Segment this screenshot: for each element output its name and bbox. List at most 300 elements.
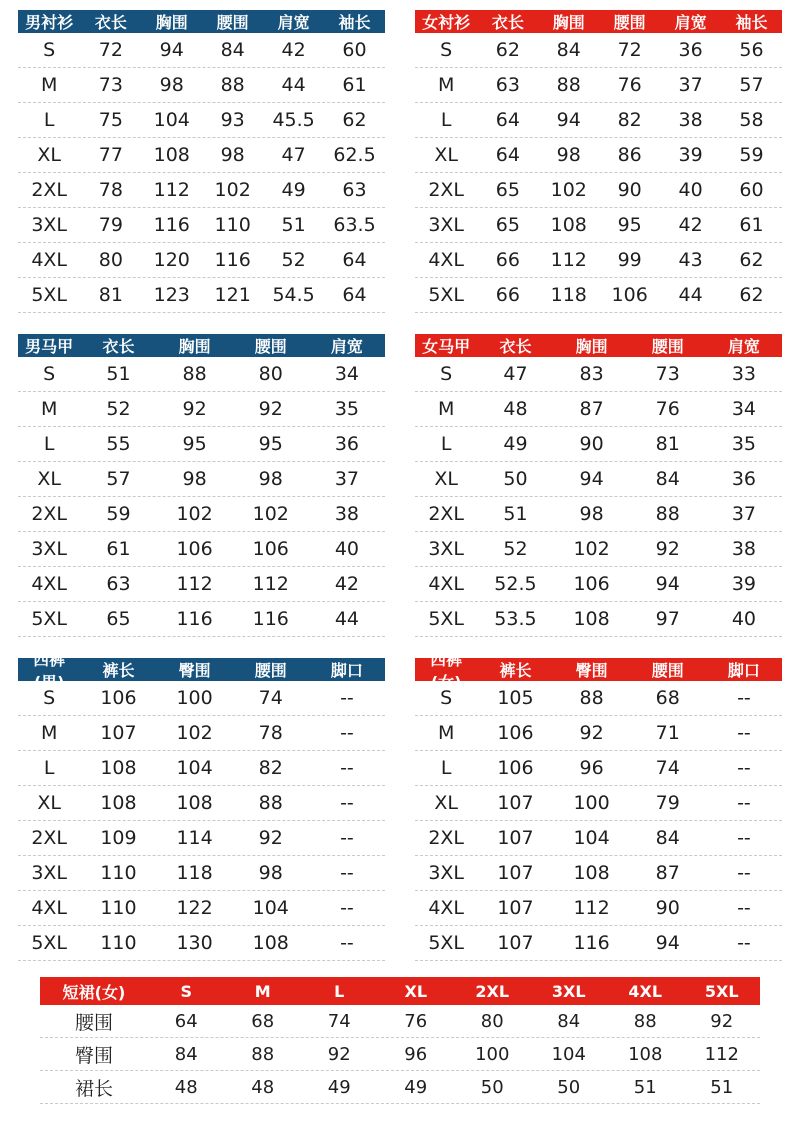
value-cell: 78 [258,722,283,744]
value-cell: 94 [655,932,680,954]
value-cell: 52 [503,538,528,560]
table-row [415,497,782,532]
value-cell: 53.5 [494,608,537,630]
value-cell: 59 [739,144,764,166]
value-cell: 102 [214,179,251,201]
size-label: 3XL [428,862,465,884]
table-row [18,497,385,532]
value-cell: 110 [100,932,137,954]
value-cell: 106 [497,757,534,779]
value-cell: 102 [176,503,213,525]
value-cell: 68 [251,1010,275,1032]
value-cell: 64 [342,249,367,271]
table-women-trousers [415,649,782,961]
value-cell: 84 [220,39,245,61]
column-header: 肩宽 [330,337,363,356]
value-cell: 42 [678,214,703,236]
value-cell: 35 [334,398,360,420]
value-cell: 38 [731,538,757,560]
value-cell: 50 [557,1076,581,1098]
value-cell: 106 [100,687,137,709]
value-cell: 64 [495,109,520,131]
value-cell: 73 [98,74,123,96]
column-header: 肩宽 [674,13,707,32]
value-cell: 92 [655,538,680,560]
table-row [18,462,385,497]
column-header: 裤长 [499,661,532,680]
value-cell: 123 [153,284,190,306]
value-cell: -- [737,897,751,919]
value-cell: 90 [579,433,604,455]
column-header: 衣长 [102,337,135,356]
table-men-trousers [18,649,385,961]
value-cell: 122 [176,897,213,919]
value-cell: 107 [100,722,137,744]
value-cell: 100 [176,687,213,709]
skirt-table-wrap [18,977,782,1104]
table-row [415,278,782,313]
value-cell: 121 [214,284,251,306]
value-cell: 37 [678,74,703,96]
column-header: 脚口 [727,661,760,680]
value-cell: 98 [258,468,283,490]
table-row [415,716,782,751]
value-cell: 98 [556,144,581,166]
value-cell: 47 [503,363,528,385]
column-header: M [254,981,271,1001]
value-cell: 92 [258,827,283,849]
value-cell: 86 [617,144,642,166]
value-cell: 112 [153,179,190,201]
table-women-shirt [415,10,782,313]
size-label: 5XL [31,284,68,306]
value-cell: 108 [153,144,190,166]
size-label: 3XL [31,862,68,884]
value-cell: 36 [678,39,703,61]
value-cell: 60 [342,39,367,61]
value-cell: 60 [739,179,764,201]
value-cell: -- [737,792,751,814]
value-cell: 55 [106,433,131,455]
value-cell: 61 [106,538,131,560]
value-cell: 37 [731,503,757,525]
value-cell: 75 [98,109,123,131]
value-cell: 62 [739,284,764,306]
value-cell: 62.5 [333,144,376,166]
table-header-row [415,334,782,357]
value-cell: -- [737,722,751,744]
value-cell: 94 [556,109,581,131]
value-cell: 47 [281,144,306,166]
table-row [415,891,782,926]
value-cell: 82 [258,757,283,779]
table-row [18,103,385,138]
value-cell: 130 [176,932,213,954]
value-cell: 52 [106,398,131,420]
value-cell: 108 [100,792,137,814]
value-cell: 112 [252,573,289,595]
value-cell: 108 [100,757,137,779]
value-cell: 88 [633,1010,657,1032]
value-cell: 52.5 [494,573,537,595]
value-cell: 40 [334,538,360,560]
size-label: XL [434,792,458,814]
size-label: 4XL [428,249,465,271]
value-cell: -- [340,687,354,709]
table-title: 女马甲 [422,337,471,356]
table-header-row [18,10,385,33]
value-cell: 63 [495,74,520,96]
value-cell: 65 [495,214,520,236]
table-row [415,786,782,821]
value-cell: 63.5 [333,214,376,236]
size-tables-grid [18,10,782,961]
table-row [415,208,782,243]
value-cell: 118 [550,284,587,306]
value-cell: 108 [550,214,587,236]
value-cell: 51 [633,1076,657,1098]
value-cell: 56 [739,39,764,61]
value-cell: 100 [573,792,610,814]
table-women-vest [415,334,782,637]
value-cell: -- [340,827,354,849]
value-cell: 62 [495,39,520,61]
size-label: L [440,109,452,131]
size-label: M [437,722,455,744]
value-cell: 82 [617,109,642,131]
table-row [18,567,385,602]
table-row [18,926,385,961]
value-cell: 108 [628,1043,663,1065]
value-cell: 116 [252,608,289,630]
table-row [18,751,385,786]
size-label: 4XL [31,573,68,595]
table-row [40,1038,760,1071]
value-cell: 87 [655,862,680,884]
value-cell: 99 [617,249,642,271]
value-cell: 108 [573,862,610,884]
column-header: 臀围 [178,661,211,680]
table-row [18,173,385,208]
value-cell: 94 [579,468,604,490]
value-cell: 102 [176,722,213,744]
size-label: 3XL [428,538,465,560]
size-label: 2XL [428,179,465,201]
value-cell: 102 [550,179,587,201]
value-cell: 64 [342,284,367,306]
size-label: 2XL [31,503,68,525]
value-cell: 80 [480,1010,504,1032]
value-cell: 95 [182,433,207,455]
table-row [415,532,782,567]
size-label: 2XL [428,503,465,525]
size-label: 4XL [428,573,465,595]
value-cell: 61 [739,214,764,236]
table-row [18,681,385,716]
value-cell: 88 [556,74,581,96]
size-label: 3XL [31,538,68,560]
column-header: 胸围 [552,13,585,32]
table-row [18,278,385,313]
value-cell: 50 [480,1076,504,1098]
size-label: S [440,687,453,709]
size-label: 5XL [31,932,68,954]
value-cell: 98 [220,144,245,166]
value-cell: 39 [678,144,703,166]
table-title: 男马甲 [25,337,74,356]
value-cell: 118 [176,862,213,884]
table-men-vest [18,334,385,637]
table-header-row [415,649,782,692]
size-label: M [40,398,58,420]
table-header-row [18,649,385,692]
column-header: XL [404,981,428,1001]
size-label: 3XL [31,214,68,236]
table-row [415,103,782,138]
column-header: 5XL [704,981,739,1001]
column-header: 腰围 [254,337,287,356]
value-cell: 112 [573,897,610,919]
value-cell: 92 [579,722,604,744]
value-cell: 79 [98,214,123,236]
value-cell: 105 [497,687,534,709]
value-cell: 49 [503,433,528,455]
value-cell: 100 [475,1043,510,1065]
value-cell: 108 [176,792,213,814]
column-header: 3XL [551,981,586,1001]
value-cell: 66 [495,284,520,306]
value-cell: 109 [100,827,137,849]
value-cell: 90 [655,897,680,919]
size-label: L [440,433,452,455]
value-cell: 102 [252,503,289,525]
table-row [18,392,385,427]
table-title: 西裤 (男) [33,649,66,692]
value-cell: 68 [655,687,680,709]
value-cell: 88 [182,363,207,385]
table-row [415,602,782,637]
value-cell: 102 [573,538,610,560]
value-cell: 66 [495,249,520,271]
size-label: 5XL [428,932,465,954]
size-label: L [43,109,55,131]
size-label: 5XL [428,608,465,630]
column-header: 衣长 [491,13,524,32]
value-cell: 107 [497,932,534,954]
value-cell: 40 [731,608,757,630]
table-header-row [40,977,760,1005]
value-cell: 106 [252,538,289,560]
table-row [415,33,782,68]
value-cell: 84 [557,1010,581,1032]
size-label: XL [37,144,61,166]
value-cell: 81 [98,284,123,306]
value-cell: 88 [220,74,245,96]
table-row [415,751,782,786]
value-cell: 65 [495,179,520,201]
value-cell: 92 [182,398,207,420]
value-cell: 80 [258,363,283,385]
value-cell: 48 [251,1076,275,1098]
table-row [18,532,385,567]
value-cell: 98 [579,503,604,525]
value-cell: 51 [503,503,528,525]
value-cell: 49 [404,1076,428,1098]
value-cell: 96 [579,757,604,779]
size-label: XL [37,792,61,814]
table-row [18,208,385,243]
size-label: S [440,363,453,385]
value-cell: 35 [731,433,757,455]
value-cell: 97 [655,608,680,630]
column-header: 腰围 [651,661,684,680]
value-cell: 80 [98,249,123,271]
value-cell: 74 [327,1010,351,1032]
value-cell: 74 [655,757,680,779]
column-header: 袖长 [735,13,768,32]
value-cell: 65 [106,608,131,630]
value-cell: 96 [404,1043,428,1065]
table-row [415,138,782,173]
table-row [40,1005,760,1038]
table-row [18,716,385,751]
table-title: 女衬衫 [422,13,471,32]
value-cell: 72 [617,39,642,61]
table-row [415,821,782,856]
value-cell: 116 [214,249,251,271]
value-cell: 64 [174,1010,198,1032]
table-row [18,357,385,392]
value-cell: 94 [655,573,680,595]
value-cell: 51 [710,1076,734,1098]
column-header: 腰围 [613,13,646,32]
value-cell: 107 [497,862,534,884]
table-row [415,243,782,278]
measurement-label: 裙长 [74,1077,113,1100]
table-men-shirt [18,10,385,313]
value-cell: 76 [655,398,680,420]
value-cell: 38 [334,503,360,525]
value-cell: -- [340,862,354,884]
value-cell: 106 [611,284,648,306]
value-cell: 116 [153,214,190,236]
value-cell: 52 [281,249,306,271]
value-cell: -- [737,862,751,884]
value-cell: 40 [678,179,703,201]
size-label: 3XL [428,214,465,236]
size-label: S [43,39,56,61]
column-header: 衣长 [94,13,127,32]
table-row [40,1071,760,1104]
value-cell: 44 [281,74,306,96]
value-cell: 110 [100,862,137,884]
value-cell: 112 [704,1043,739,1065]
value-cell: 112 [176,573,213,595]
value-cell: 50 [503,468,528,490]
table-row [415,681,782,716]
value-cell: 71 [655,722,680,744]
value-cell: 84 [655,827,680,849]
table-row [18,68,385,103]
value-cell: 51 [281,214,306,236]
value-cell: 54.5 [272,284,315,306]
size-label: M [437,398,455,420]
measurement-label: 臀围 [74,1044,113,1067]
value-cell: 98 [159,74,184,96]
value-cell: 98 [182,468,207,490]
table-row [415,856,782,891]
value-cell: 88 [258,792,283,814]
size-label: 4XL [31,897,68,919]
table-row [18,602,385,637]
value-cell: 88 [655,503,680,525]
column-header: 腰围 [216,13,249,32]
table-row [18,786,385,821]
value-cell: 114 [176,827,213,849]
value-cell: 45.5 [272,109,315,131]
value-cell: -- [737,827,751,849]
size-label: 2XL [31,179,68,201]
size-label: L [440,757,452,779]
table-row [18,856,385,891]
value-cell: 108 [252,932,289,954]
value-cell: 81 [655,433,680,455]
table-row [415,68,782,103]
value-cell: 93 [220,109,245,131]
column-header: 2XL [475,981,510,1001]
value-cell: 36 [334,433,360,455]
value-cell: 110 [100,897,137,919]
value-cell: 73 [655,363,680,385]
value-cell: -- [340,792,354,814]
table-title: 西裤(女) [430,649,463,692]
size-label: S [43,687,56,709]
value-cell: 48 [174,1076,198,1098]
value-cell: 83 [579,363,604,385]
table-row [415,926,782,961]
value-cell: 120 [153,249,190,271]
value-cell: 104 [252,897,289,919]
table-row [415,392,782,427]
table-row [415,427,782,462]
table-row [18,427,385,462]
value-cell: 44 [678,284,703,306]
value-cell: 90 [617,179,642,201]
value-cell: 112 [550,249,587,271]
value-cell: 36 [731,468,757,490]
table-row [18,138,385,173]
value-cell: 87 [579,398,604,420]
measurement-label: 腰围 [74,1011,113,1034]
size-label: S [440,39,453,61]
value-cell: 38 [678,109,703,131]
column-header: 肩宽 [727,337,760,356]
column-header: 腰围 [254,661,287,680]
value-cell: 94 [159,39,184,61]
value-cell: 92 [327,1043,351,1065]
value-cell: 106 [573,573,610,595]
table-row [415,462,782,497]
column-header: 臀围 [575,661,608,680]
size-label: S [43,363,56,385]
value-cell: 106 [176,538,213,560]
value-cell: -- [340,897,354,919]
table-header-row [415,10,782,33]
size-label: M [40,74,58,96]
size-label: XL [37,468,61,490]
value-cell: 44 [334,608,360,630]
size-label: XL [434,468,458,490]
